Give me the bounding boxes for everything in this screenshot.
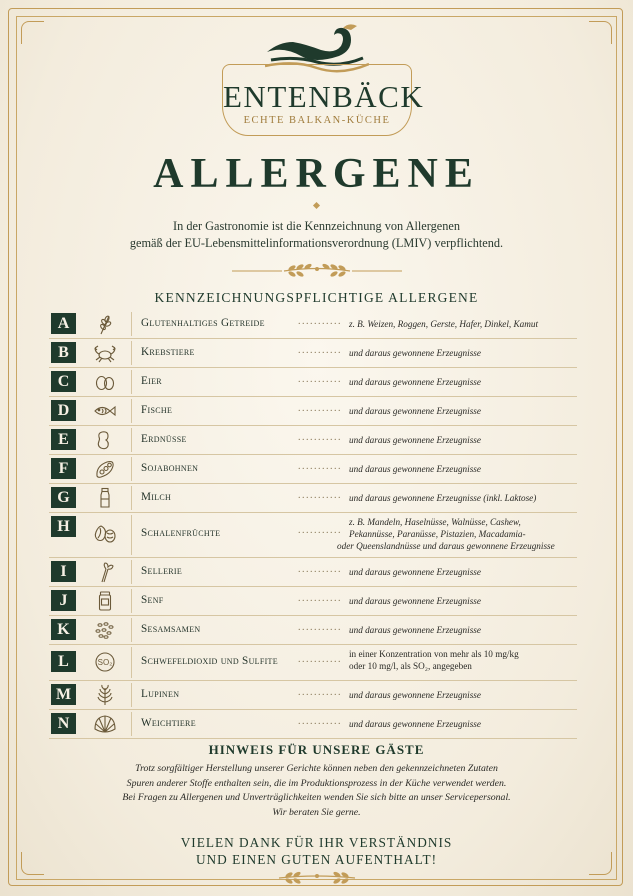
row-divider <box>131 312 132 336</box>
note-heading: HINWEIS FÜR UNSERE GÄSTE <box>208 742 425 757</box>
allergen-row <box>49 645 577 681</box>
allergen-name: Lupinen <box>141 688 180 700</box>
allergen-description: und daraus gewonnene Erzeugnisse <box>349 719 481 729</box>
celery-icon <box>93 561 117 583</box>
leader-dots: ........... <box>298 564 342 575</box>
allergen-letter: B <box>51 342 76 363</box>
corner-ornament <box>21 21 44 44</box>
allergen-description <box>349 648 581 672</box>
intro-line: gemäß der EU-Lebensmittelinformationsverordnung (LMIV) verpflichtend. <box>129 236 504 250</box>
allergen-row <box>49 368 577 397</box>
leader-dots: ........... <box>298 345 342 356</box>
leader-dots: ........... <box>298 490 342 501</box>
allergen-description: und daraus gewonnene Erzeugnisse <box>349 406 481 416</box>
allergen-row <box>49 616 577 645</box>
thanks-line: UND EINEN GUTEN AUFENTHALT! <box>195 852 438 867</box>
leader-dots: ........... <box>298 687 342 698</box>
allergen-name: Erdnüsse <box>141 433 187 445</box>
peanut-icon <box>93 429 117 451</box>
row-divider <box>131 486 132 510</box>
thanks-message <box>0 834 633 868</box>
note-text <box>70 762 563 820</box>
row-divider <box>131 399 132 423</box>
allergen-name: Weichtiere <box>141 717 196 729</box>
allergen-name: Sojabohnen <box>141 462 199 474</box>
allergen-letter: N <box>51 713 76 734</box>
allergen-description <box>337 516 581 552</box>
row-divider <box>131 560 132 584</box>
row-divider <box>131 428 132 452</box>
laurel-ornament-icon <box>232 262 402 280</box>
allergen-description: und daraus gewonnene Erzeugnisse <box>349 464 481 474</box>
note-line: Trotz sorgfältiger Herstellung unserer Gerichte können neben den gekennzeichneten Zutaten <box>135 763 498 774</box>
leader-dots: ........... <box>298 622 342 633</box>
row-divider <box>131 683 132 707</box>
allergen-letter: A <box>51 313 76 334</box>
allergen-row <box>49 513 577 558</box>
description-line: oder Queenslandnüsse und daraus gewonnene Erzeugnisse <box>337 541 555 551</box>
allergen-description: und daraus gewonnene Erzeugnisse <box>349 435 481 445</box>
allergen-letter: K <box>51 619 76 640</box>
crab-icon <box>93 342 117 364</box>
row-divider <box>131 712 132 736</box>
description-line: z. B. Mandeln, Haselnüsse, Walnüsse, Cashew, <box>349 517 521 527</box>
allergen-name: Krebstiere <box>141 346 195 358</box>
allergen-name: Schalenfrüchte <box>141 527 221 539</box>
leader-dots: ........... <box>298 316 342 327</box>
wheat-icon <box>93 313 117 335</box>
description-line: in einer Konzentration von mehr als 10 mg/kg <box>349 649 519 659</box>
mustard-jar-icon <box>93 590 117 612</box>
allergen-row <box>49 426 577 455</box>
allergen-description: und daraus gewonnene Erzeugnisse (inkl. Laktose) <box>349 493 537 503</box>
leader-dots: ........... <box>298 374 342 385</box>
allergen-table <box>49 310 577 739</box>
allergen-row <box>49 681 577 710</box>
allergen-letter: C <box>51 371 76 392</box>
allergen-letter: D <box>51 400 76 421</box>
milk-bottle-icon <box>93 487 117 509</box>
allergen-description: und daraus gewonnene Erzeugnisse <box>349 625 481 635</box>
allergen-description: und daraus gewonnene Erzeugnisse <box>349 596 481 606</box>
allergen-letter: H <box>51 516 76 537</box>
allergen-name: Milch <box>141 491 172 503</box>
allergen-description: und daraus gewonnene Erzeugnisse <box>349 348 481 358</box>
lupine-icon <box>93 684 117 706</box>
allergen-name: Sellerie <box>141 565 183 577</box>
row-divider <box>131 457 132 481</box>
allergen-letter: F <box>51 458 76 479</box>
allergen-letter: M <box>51 684 76 705</box>
allergen-name: Senf <box>141 594 164 606</box>
allergen-letter: J <box>51 590 76 611</box>
intro-text <box>60 218 573 252</box>
allergen-description: und daraus gewonnene Erzeugnisse <box>349 567 481 577</box>
leader-dots: ........... <box>298 432 342 443</box>
leader-dots: ........... <box>298 593 342 604</box>
allergen-letter: E <box>51 429 76 450</box>
thanks-line: VIELEN DANK FÜR IHR VERSTÄNDNIS <box>180 835 453 850</box>
row-divider <box>131 589 132 613</box>
row-divider <box>131 370 132 394</box>
allergen-name: Eier <box>141 375 162 387</box>
row-divider <box>131 515 132 555</box>
allergen-description: und daraus gewonnene Erzeugnisse <box>349 690 481 700</box>
soybean-icon <box>93 458 117 480</box>
allergen-row <box>49 710 577 739</box>
fish-icon <box>93 400 117 422</box>
allergen-row <box>49 484 577 513</box>
allergen-description: und daraus gewonnene Erzeugnisse <box>349 377 481 387</box>
description-line: Pekannüsse, Paranüsse, Pistazien, Macadamia- <box>349 529 526 539</box>
intro-line: In der Gastronomie ist die Kennzeichnung von Allergenen <box>173 219 460 233</box>
nuts-icon <box>93 523 117 545</box>
allergen-letter: I <box>51 561 76 582</box>
so2-icon <box>93 651 117 673</box>
allergen-name: Schwefeldioxid und Sulfite <box>141 655 278 667</box>
brand-tagline: ECHTE BALKAN-KÜCHE <box>243 115 391 126</box>
allergen-row <box>49 310 577 339</box>
corner-ornament <box>589 21 612 44</box>
logo-plate <box>222 64 425 136</box>
note-line: Bei Fragen zu Allergenen und Unverträglichkeiten wenden Sie sich bitte an unser Servicepersonal. <box>122 792 511 804</box>
allergen-row <box>49 339 577 368</box>
allergen-row <box>49 587 577 616</box>
row-divider <box>131 618 132 642</box>
allergen-description: z. B. Weizen, Roggen, Gerste, Hafer, Dinkel, Kamut <box>349 319 538 329</box>
description-line: oder 10 mg/l, als SO₂, angegeben <box>349 661 472 671</box>
eggs-icon <box>93 371 117 393</box>
allergen-row <box>49 397 577 426</box>
shell-icon <box>93 713 117 735</box>
leader-dots: ........... <box>298 525 342 536</box>
note-line: Wir beraten Sie gerne. <box>272 806 361 818</box>
leader-dots: ........... <box>298 716 342 727</box>
allergen-letter: L <box>51 651 76 672</box>
leader-dots: ........... <box>298 654 342 665</box>
leader-dots: ........... <box>298 403 342 414</box>
allergen-name: Glutenhaltiges Getreide <box>141 317 265 329</box>
allergen-name: Sesamsamen <box>141 623 201 635</box>
page-title: ALLERGENE <box>153 151 480 197</box>
row-divider <box>131 647 132 678</box>
section-heading: KENNZEICHNUNGSPFLICHTIGE ALLERGENE <box>154 290 479 305</box>
allergen-letter: G <box>51 487 76 508</box>
allergen-name: Fische <box>141 404 173 416</box>
row-divider <box>131 341 132 365</box>
note-line: Spuren anderer Stoffe enthalten sein, die im Produktionsprozess in der Küche verwendet werden. <box>126 777 507 789</box>
brand-name: ENTENBÄCK <box>223 79 425 114</box>
allergen-row <box>49 558 577 587</box>
allergen-row <box>49 455 577 484</box>
leader-dots: ........... <box>298 461 342 472</box>
sesame-icon <box>93 619 117 641</box>
laurel-ornament-icon <box>275 870 359 886</box>
so2-label: SO₂ <box>97 658 113 667</box>
